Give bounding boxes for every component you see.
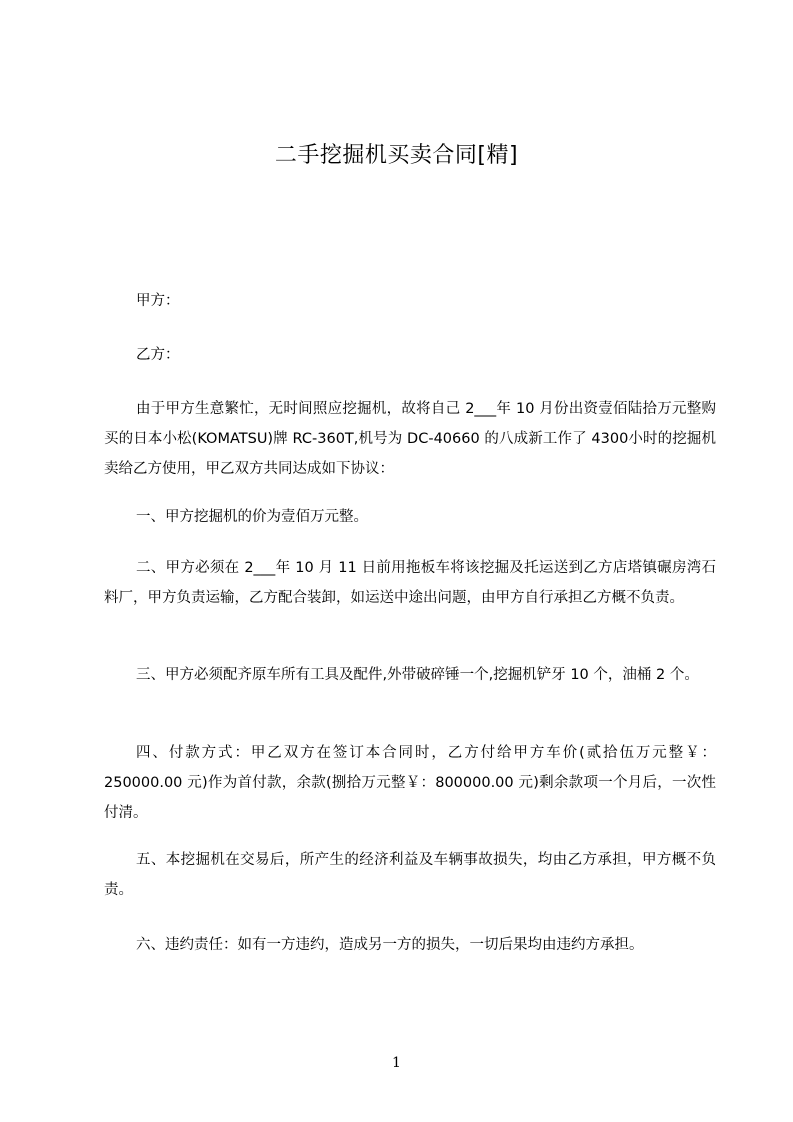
clause-3: 三、甲方必须配齐原车所有工具及配件,外带破碎锤一个,挖掘机铲牙 10 个，油桶 2 个。 [136,667,699,683]
party-b-label: 乙方： [136,347,180,363]
clause-2: 二、甲方必须在 2___年 10 月 11 日前用拖板车将该挖掘及托运送到乙方店塔镇碾房湾石料厂，甲方负责运输，乙方配合装卸，如运送中途出问题，由甲方自行承担乙方概不负责。 [104,560,716,606]
document-title: 二手挖掘机买卖合同[精] [274,143,519,168]
clause-6: 六、违约责任：如有一方违约，造成另一方的损失，一切后果均由违约方承担。 [136,937,644,953]
preamble-paragraph: 由于甲方生意繁忙，无时间照应挖掘机，故将自己 2___年 10 月份出资壹佰陆拾万元整购买的日本小松(KOMATSU)牌 RC-360T,机号为 DC-40660 的八成新工作了 4300小时的挖掘机卖给乙方使用，甲乙双方共同达成如下协议： [104,401,716,477]
clause-5: 五、本挖掘机在交易后，所产生的经济利益及车辆事故损失，均由乙方承担，甲方概不负责。 [104,852,716,898]
page-number: 1 [392,1055,401,1071]
party-a-label: 甲方： [136,293,180,309]
clause-4: 四、付款方式：甲乙双方在签订本合同时，乙方付给甲方车价(贰拾伍万元整￥：250000.00 元)作为首付款，余款(捌拾万元整￥：800000.00 元)剩余款项一个月后，一次性付清。 [104,745,716,821]
clause-1: 一、甲方挖掘机的价为壹佰万元整。 [136,509,368,525]
